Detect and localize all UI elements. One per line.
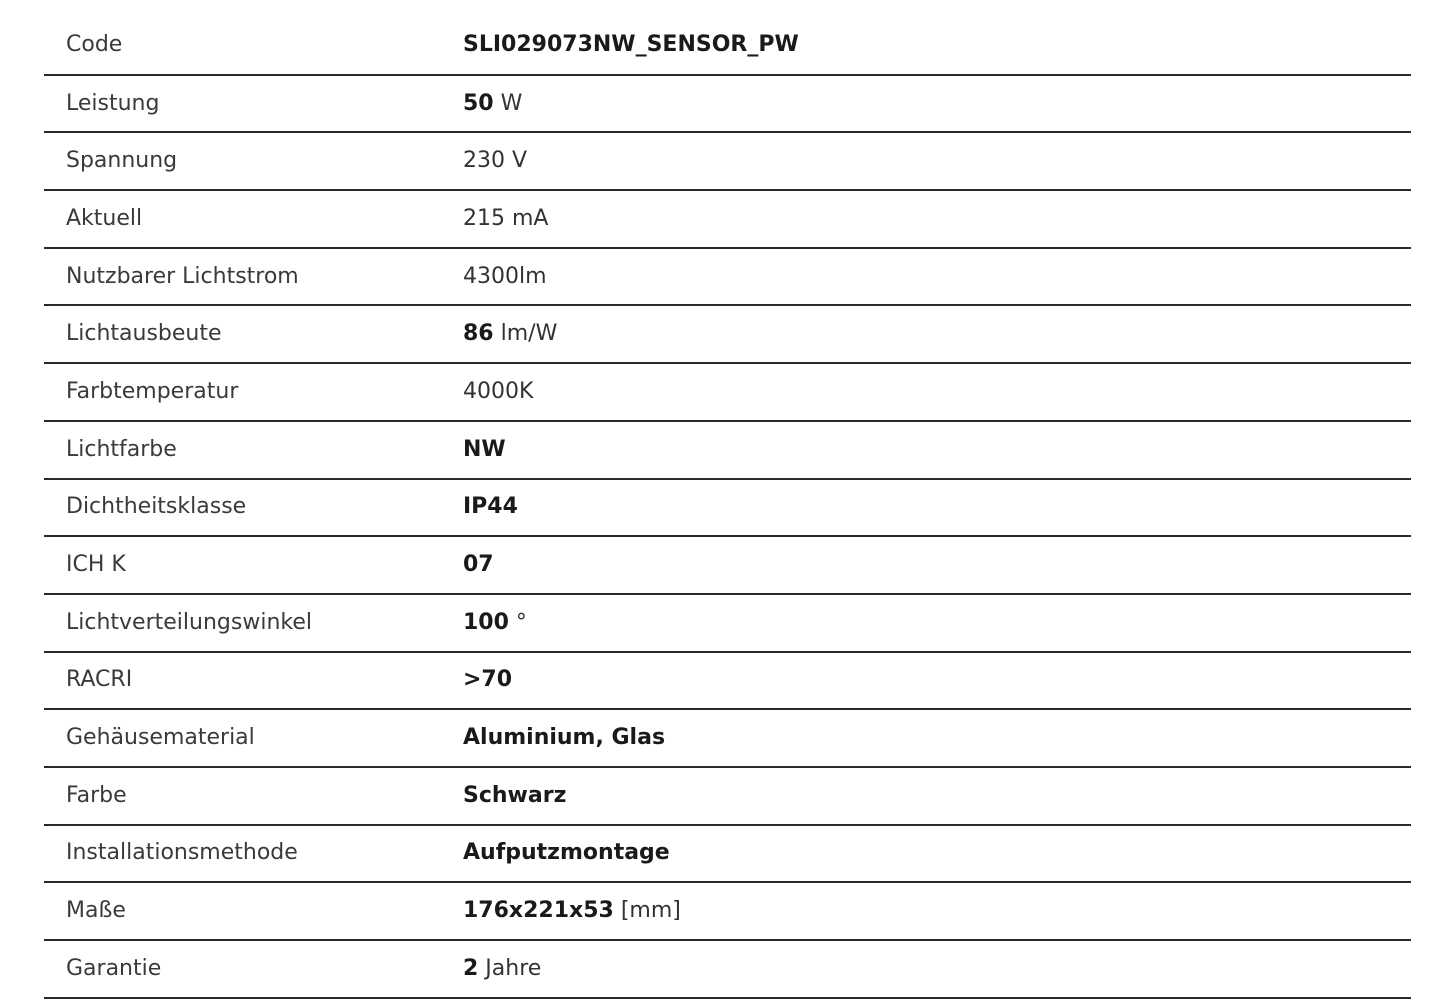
spec-value-bold: 07 (463, 552, 494, 578)
spec-value (463, 709, 1411, 767)
spec-value (463, 363, 1411, 421)
spec-row-verteilungswinkel (44, 594, 1411, 652)
spec-row-ich-k (44, 536, 1411, 594)
spec-value-unit: Jahre (478, 955, 542, 981)
spec-value-unit: ° (508, 609, 527, 635)
spec-row-dichtheitsklasse (44, 479, 1411, 537)
spec-label: Lichtausbeute (66, 321, 222, 347)
spec-value (463, 75, 1411, 133)
spec-table-body (44, 17, 1411, 998)
spec-value-bold: IP44 (463, 494, 518, 520)
spec-label: ICH K (66, 552, 126, 578)
spec-row-farbtemperatur (44, 363, 1411, 421)
spec-value-bold: 2 (463, 955, 479, 981)
spec-value (463, 132, 1411, 190)
spec-row-lichtfarbe (44, 421, 1411, 479)
spec-value-unit: 230 V (463, 148, 528, 174)
spec-value (463, 190, 1411, 248)
spec-value (463, 17, 1411, 75)
spec-value-unit: [mm] (613, 898, 681, 924)
spec-value-bold: 100 (463, 609, 509, 635)
spec-value-bold: SLI029073NW_SENSOR_PW (463, 32, 799, 58)
spec-value (463, 767, 1411, 825)
spec-value-bold: 176x221x53 (463, 898, 614, 924)
spec-row-code (44, 17, 1411, 75)
spec-value-bold: >70 (463, 667, 513, 693)
spec-row-masse (44, 882, 1411, 940)
spec-label: Spannung (66, 148, 178, 174)
spec-value (463, 305, 1411, 363)
spec-row-garantie (44, 940, 1411, 998)
spec-value-bold: 86 (463, 321, 494, 347)
spec-row-aktuell (44, 190, 1411, 248)
spec-value (463, 940, 1411, 998)
spec-label: Code (66, 32, 123, 58)
spec-value-unit: 4000K (463, 378, 534, 404)
spec-value-unit: 4300lm (463, 263, 547, 289)
spec-row-installationsmethode (44, 825, 1411, 883)
spec-value-unit: lm/W (493, 321, 558, 347)
spec-value (463, 536, 1411, 594)
spec-row-spannung (44, 132, 1411, 190)
spec-value (463, 248, 1411, 306)
spec-label: Farbtemperatur (66, 378, 239, 404)
spec-row-lichtausbeute (44, 305, 1411, 363)
spec-value-unit: W (493, 90, 523, 116)
spec-value (463, 594, 1411, 652)
spec-label: Dichtheitsklasse (66, 494, 247, 520)
spec-row-lichtstrom (44, 248, 1411, 306)
spec-label: Farbe (66, 782, 127, 808)
spec-value (463, 479, 1411, 537)
spec-row-farbe (44, 767, 1411, 825)
spec-row-gehaeusematerial (44, 709, 1411, 767)
spec-value-unit: 215 mA (463, 205, 549, 231)
spec-value (463, 825, 1411, 883)
spec-row-racri (44, 652, 1411, 710)
spec-label: RACRI (66, 667, 133, 693)
spec-value (463, 652, 1411, 710)
spec-value (463, 882, 1411, 940)
spec-label: Nutzbarer Lichtstrom (66, 263, 299, 289)
spec-value-bold: NW (463, 436, 506, 462)
spec-label: Garantie (66, 955, 162, 981)
spec-value-bold: Schwarz (463, 782, 567, 808)
spec-value (463, 421, 1411, 479)
spec-label: Leistung (66, 90, 160, 116)
spec-value-bold: 50 (463, 90, 494, 116)
spec-row-leistung (44, 75, 1411, 133)
spec-label: Installationsmethode (66, 840, 298, 866)
spec-label: Gehäusematerial (66, 725, 255, 751)
spec-value-bold: Aluminium, Glas (463, 725, 666, 751)
spec-label: Maße (66, 898, 126, 924)
spec-value-bold: Aufputzmontage (463, 840, 670, 866)
spec-table (44, 17, 1411, 999)
spec-label: Lichtfarbe (66, 436, 177, 462)
spec-label: Lichtverteilungswinkel (66, 609, 312, 635)
spec-label: Aktuell (66, 205, 143, 231)
